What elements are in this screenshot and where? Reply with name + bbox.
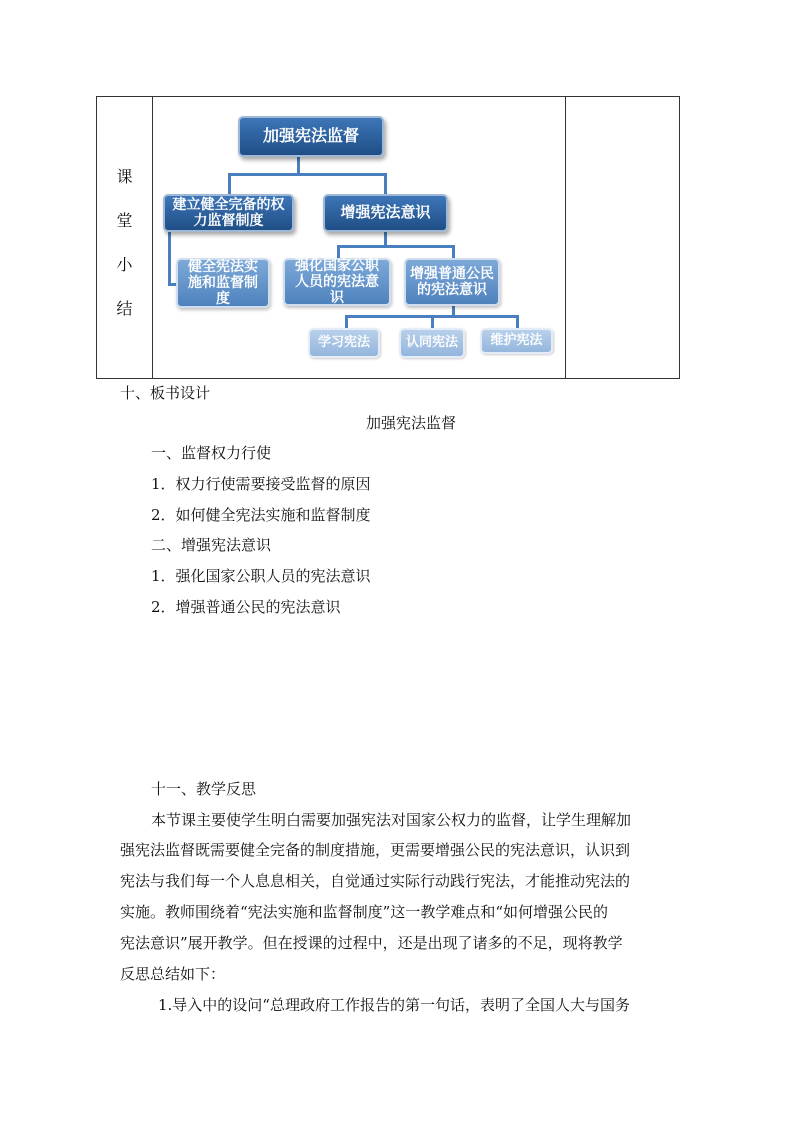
connector — [228, 173, 386, 176]
board-item: 1．权力行使需要接受监督的原因 — [151, 475, 371, 493]
label-char: 堂 — [116, 211, 133, 230]
node-label: 加强宪法监督 — [262, 126, 359, 146]
node-label: 建立健全完备的权力监督制度 — [172, 196, 285, 229]
paragraph-line: 本节课主要使学生明白需要加强宪法对国家公权力的监督，让学生理解加 — [151, 811, 632, 829]
diagram-branch-node — [323, 194, 448, 232]
paragraph-line: 宪法与我们每一个人息息相关，自觉通过实际行动践行宪法，才能推动宪法的 — [120, 872, 631, 890]
board-section: 一、监督权力行使 — [151, 444, 272, 462]
table-divider — [565, 97, 566, 378]
board-item: 2．增强普通公民的宪法意识 — [151, 598, 341, 616]
diagram-root-node — [238, 116, 384, 157]
diagram-leaf-node — [404, 258, 500, 306]
board-item: 2．如何健全宪法实施和监督制度 — [151, 506, 371, 524]
connector — [168, 231, 171, 284]
section-heading: 十一、教学反思 — [151, 780, 257, 798]
node-label: 学习宪法 — [317, 334, 370, 350]
connector — [297, 156, 300, 174]
connector — [337, 245, 454, 248]
connector — [431, 315, 434, 329]
diagram-leaf-node — [176, 258, 270, 308]
diagram-sub-node — [308, 328, 380, 358]
paragraph-line: 反思总结如下： — [120, 965, 226, 983]
paragraph-line: 实施。教师围绕着“宪法实施和监督制度”这一教学难点和“如何增强公民的 — [120, 903, 609, 921]
diagram-leaf-node — [283, 258, 391, 306]
table-divider — [152, 97, 153, 378]
board-section: 二、增强宪法意识 — [151, 536, 272, 554]
label-char: 小 — [116, 255, 133, 274]
node-label: 增强普通公民的宪法意识 — [410, 265, 494, 298]
label-char: 课 — [116, 167, 133, 186]
diagram-sub-node — [399, 328, 465, 358]
connector — [228, 173, 231, 195]
board-title: 加强宪法监督 — [366, 414, 457, 432]
diagram-branch-node — [163, 194, 294, 232]
node-label: 健全宪法实施和监督制度 — [188, 258, 258, 308]
connector — [516, 315, 519, 329]
connector — [384, 232, 387, 246]
node-label: 增强宪法意识 — [340, 203, 431, 222]
board-item: 1．强化国家公职人员的宪法意识 — [151, 567, 371, 585]
paragraph-line: 宪法意识”展开教学。但在授课的过程中，还是出现了诸多的不足，现将教学 — [120, 934, 623, 952]
diagram-sub-node — [480, 328, 553, 354]
node-label: 维护宪法 — [490, 332, 543, 348]
connector — [345, 315, 348, 329]
label-char: 结 — [116, 299, 133, 318]
summary-label — [97, 155, 152, 331]
section-heading: 十、板书设计 — [120, 384, 211, 402]
connector — [384, 173, 387, 195]
paragraph-line: 强宪法监督既需要健全完备的制度措施，更需要增强公民的宪法意识，认识到 — [120, 841, 631, 859]
node-label: 认同宪法 — [405, 334, 458, 350]
paragraph-line: 1.导入中的设问“总理政府工作报告的第一句话，表明了全国人大与国务 — [158, 996, 630, 1014]
summary-table — [96, 96, 680, 379]
node-label: 强化国家公职人员的宪法意识 — [295, 257, 379, 307]
